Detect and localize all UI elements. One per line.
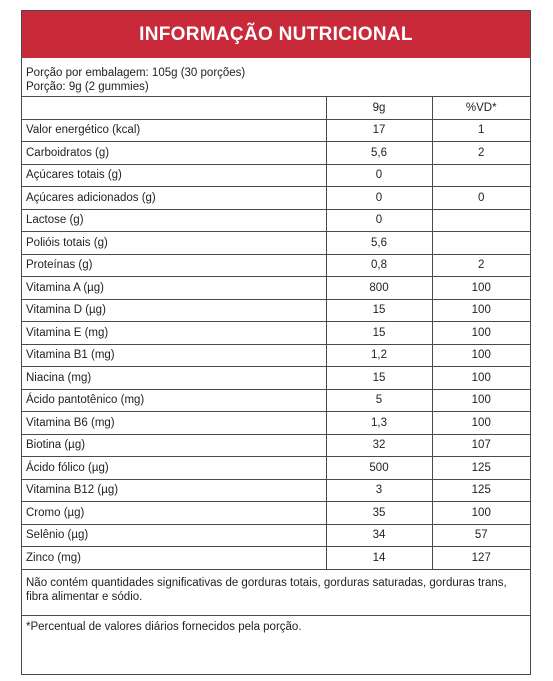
- nutrient-name: Açúcares adicionados (g): [22, 187, 326, 210]
- nutrient-name: Selênio (µg): [22, 524, 326, 547]
- table-row: [22, 547, 530, 570]
- nutrient-name: Vitamina B12 (µg): [22, 479, 326, 502]
- table-row: [22, 367, 530, 390]
- nutrient-amount: 5,6: [326, 232, 432, 255]
- footnote: *Percentual de valores diários fornecidos pela porção.: [26, 620, 302, 633]
- nutrient-name: Vitamina A (µg): [22, 277, 326, 300]
- nutrient-dv: 100: [432, 412, 530, 435]
- nutrient-dv: [432, 232, 530, 255]
- table-row: [22, 209, 530, 232]
- nutrient-name: Vitamina B1 (mg): [22, 344, 326, 367]
- table-row: [22, 434, 530, 457]
- nutrient-name: Cromo (µg): [22, 502, 326, 525]
- table-row: [22, 254, 530, 277]
- nutrient-name: Ácido pantotênico (mg): [22, 389, 326, 412]
- nutrient-amount: 0: [326, 187, 432, 210]
- nutrient-dv: 0: [432, 187, 530, 210]
- nutrient-name: Niacina (mg): [22, 367, 326, 390]
- nutrient-amount: 1,3: [326, 412, 432, 435]
- table-row: [22, 142, 530, 165]
- table-row: [22, 457, 530, 480]
- nutrient-amount: 15: [326, 367, 432, 390]
- nutrient-dv: 2: [432, 254, 530, 277]
- nutrient-dv: 57: [432, 524, 530, 547]
- nutrient-name: Valor energético (kcal): [22, 119, 326, 142]
- table-row: [22, 502, 530, 525]
- nutrient-name: Vitamina B6 (mg): [22, 412, 326, 435]
- table-row: [22, 232, 530, 255]
- nutrient-dv: 2: [432, 142, 530, 165]
- nutrient-dv: 100: [432, 299, 530, 322]
- nutrient-name: Proteínas (g): [22, 254, 326, 277]
- table-row: [22, 277, 530, 300]
- table-row: [22, 299, 530, 322]
- nutrient-amount: 0: [326, 164, 432, 187]
- header-dv: %VD*: [432, 97, 530, 119]
- nutrient-dv: 100: [432, 502, 530, 525]
- table-row: [22, 322, 530, 345]
- nutrient-dv: 100: [432, 322, 530, 345]
- nutrient-amount: 0: [326, 209, 432, 232]
- portion-per-package: Porção por embalagem: 105g (30 porções): [26, 67, 246, 79]
- table-row: [22, 479, 530, 502]
- nutrient-dv: [432, 164, 530, 187]
- nutrient-name: Zinco (mg): [22, 547, 326, 570]
- nutrient-amount: 32: [326, 434, 432, 457]
- nutrient-dv: [432, 209, 530, 232]
- table-row: [22, 187, 530, 210]
- nutrient-name: Vitamina D (µg): [22, 299, 326, 322]
- header-amount: 9g: [326, 97, 432, 119]
- table-row: [22, 524, 530, 547]
- nutrition-facts-panel: [21, 10, 531, 675]
- nutrition-note: Não contém quantidades significativas de gorduras totais, gorduras saturadas, gorduras trans, fibra alimentar e sódio.: [22, 570, 530, 616]
- table-row: [22, 389, 530, 412]
- nutrient-amount: 34: [326, 524, 432, 547]
- nutrient-dv: 1: [432, 119, 530, 142]
- nutrient-amount: 0,8: [326, 254, 432, 277]
- nutrient-name: Vitamina E (mg): [22, 322, 326, 345]
- nutrient-amount: 15: [326, 322, 432, 345]
- nutrient-dv: 107: [432, 434, 530, 457]
- nutrient-name: Carboidratos (g): [22, 142, 326, 165]
- nutrient-dv: 127: [432, 547, 530, 570]
- nutrient-name: Ácido fólico (µg): [22, 457, 326, 480]
- table-row: [22, 412, 530, 435]
- nutrient-dv: 125: [432, 457, 530, 480]
- nutrition-table: [22, 97, 530, 570]
- table-row: [22, 164, 530, 187]
- nutrient-name: Biotina (µg): [22, 434, 326, 457]
- nutrient-dv: 100: [432, 367, 530, 390]
- nutrient-amount: 1,2: [326, 344, 432, 367]
- nutrient-amount: 800: [326, 277, 432, 300]
- nutrient-dv: 100: [432, 344, 530, 367]
- table-header-row: [22, 97, 530, 119]
- nutrient-dv: 100: [432, 389, 530, 412]
- nutrient-amount: 14: [326, 547, 432, 570]
- nutrient-name: Lactose (g): [22, 209, 326, 232]
- nutrient-name: Açúcares totais (g): [22, 164, 326, 187]
- nutrient-dv: 100: [432, 277, 530, 300]
- nutrient-amount: 17: [326, 119, 432, 142]
- portion-serving: Porção: 9g (2 gummies): [26, 81, 149, 93]
- nutrition-title: INFORMAÇÃO NUTRICIONAL: [22, 11, 530, 58]
- nutrient-amount: 500: [326, 457, 432, 480]
- portion-info: [22, 58, 530, 97]
- nutrient-dv: 125: [432, 479, 530, 502]
- nutrient-amount: 5: [326, 389, 432, 412]
- nutrient-amount: 3: [326, 479, 432, 502]
- nutrient-amount: 35: [326, 502, 432, 525]
- table-row: [22, 344, 530, 367]
- nutrient-amount: 5,6: [326, 142, 432, 165]
- table-row: [22, 119, 530, 142]
- nutrient-amount: 15: [326, 299, 432, 322]
- header-name: [22, 97, 326, 119]
- nutrient-name: Polióis totais (g): [22, 232, 326, 255]
